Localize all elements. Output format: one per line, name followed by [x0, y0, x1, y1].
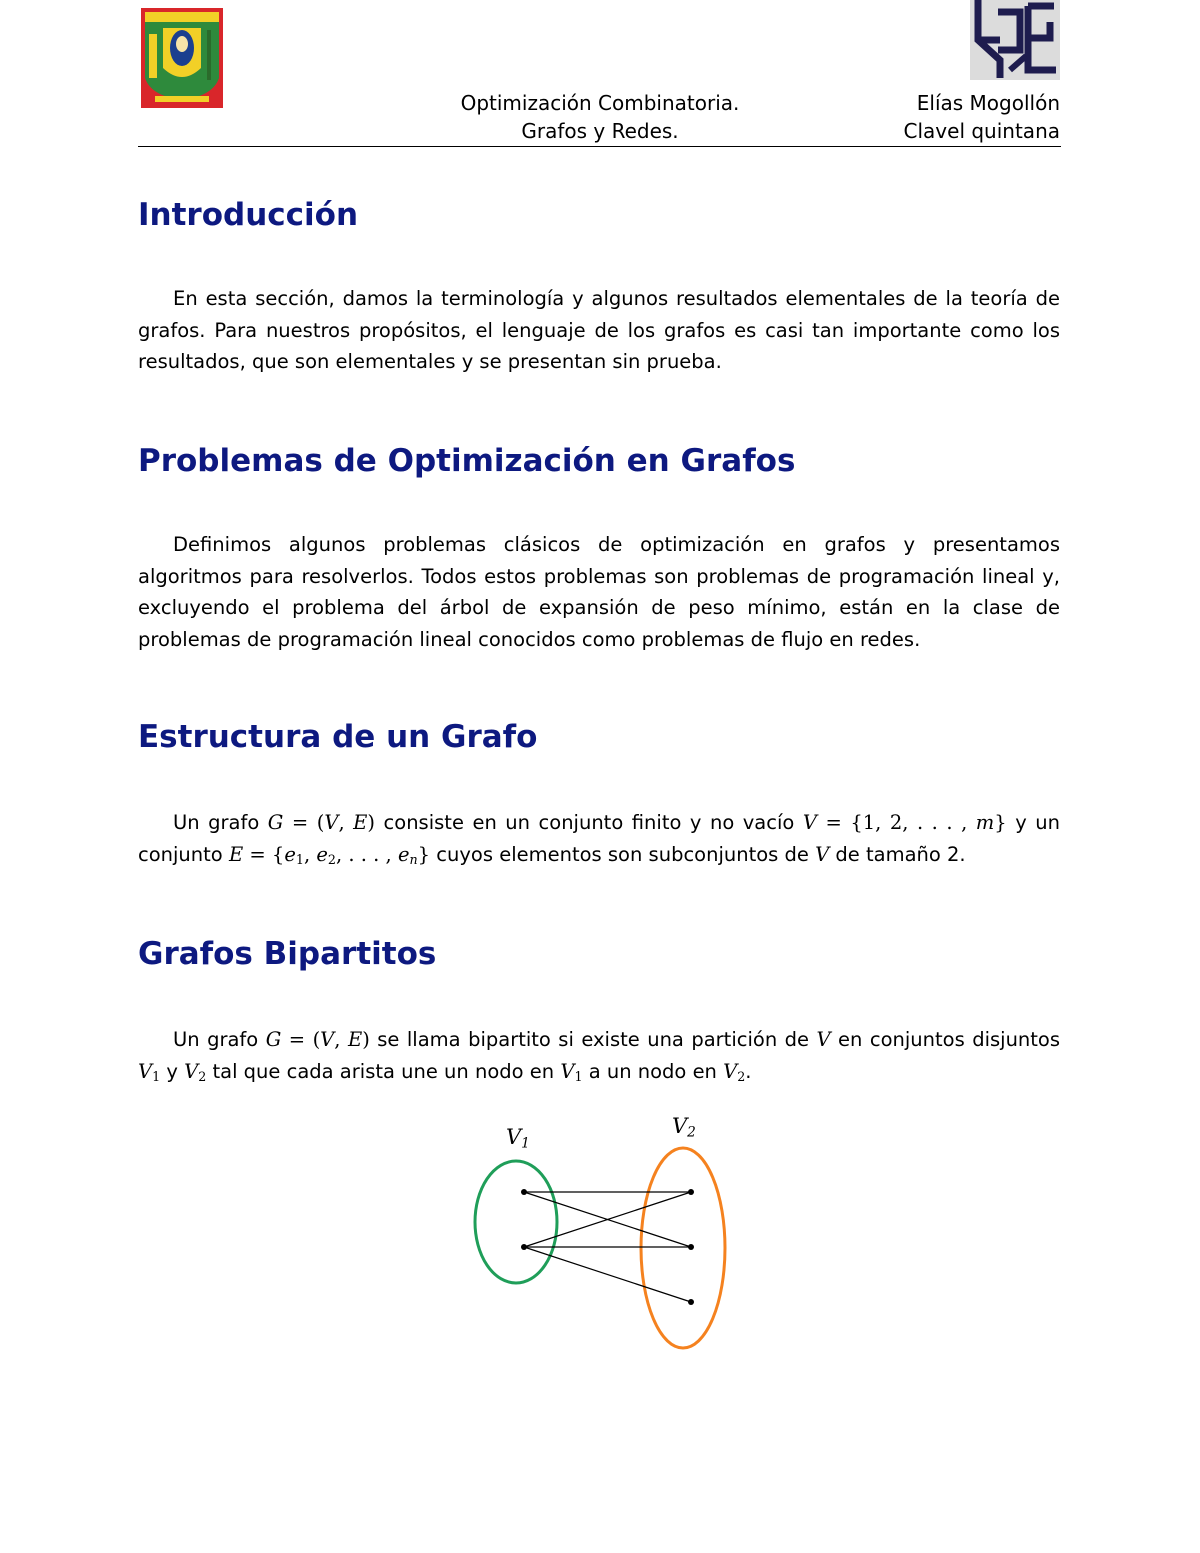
set-v1-label: $V_1$: [506, 1125, 530, 1152]
section-body-estructura: Un grafo G = (V, E) consiste en un conjunto finito y no vacío V = {1, 2, . . . , m} y un conjunto $E = \{e_1$, $e_2$, . . . , $e_n$} cuyos elementos son subconjuntos de V de tamaño 2.: [138, 811, 1061, 867]
university-logo: [141, 8, 223, 108]
header-rule: [138, 146, 1061, 147]
section-body-problemas: [138, 529, 1060, 655]
section-title-bipartitos: Grafos Bipartitos: [138, 936, 437, 972]
set-v2-label: $V_2$: [672, 1114, 696, 1141]
set-v1-ellipse: [475, 1161, 557, 1283]
node: [688, 1189, 694, 1195]
set-v2-ellipse: [641, 1148, 725, 1348]
course-title: Optimización Combinatoria.: [460, 91, 740, 115]
node: [688, 1299, 694, 1305]
node: [521, 1244, 527, 1250]
section-title-estructura: Estructura de un Grafo: [138, 719, 538, 755]
author-name-2: Clavel quintana: [903, 119, 1060, 143]
edge: [524, 1247, 691, 1302]
node: [688, 1244, 694, 1250]
topic-title: Grafos y Redes.: [521, 119, 679, 143]
paragraph-text: Definimos algunos problemas clásicos de optimización en grafos y presentamos algoritmos para resolverlos. Todos estos problemas son problemas de programación lineal y, excluyendo el problema del árbol de expansión de peso mínimo, están en la clase de problemas de programación lineal conocidos como problemas de flujo en redes.: [138, 533, 1060, 651]
section-title-introduccion: Introducción: [138, 197, 359, 233]
author-name-1: Elías Mogollón: [916, 91, 1060, 115]
bipartite-graph-figure: [460, 1110, 740, 1360]
paragraph-text: En esta sección, damos la terminología y algunos resultados elementales de la teoría de grafos. Para nuestros propósitos, el lenguaje de los grafos es casi tan importante como los resultados, que son elementales y se presentan sin prueba.: [138, 287, 1060, 373]
node: [521, 1189, 527, 1195]
institution-logo: [970, 0, 1060, 80]
section-title-problemas: Problemas de Optimización en Grafos: [138, 443, 796, 479]
section-body-bipartitos: Un grafo G = (V, E) se llama bipartito si existe una partición de V en conjuntos disjuntos $V_1$ y $V_2$ tal que cada arista une un nodo en $V_1$ a un nodo en $V_2$.: [138, 1028, 1061, 1084]
section-body-introduccion: [138, 283, 1060, 378]
